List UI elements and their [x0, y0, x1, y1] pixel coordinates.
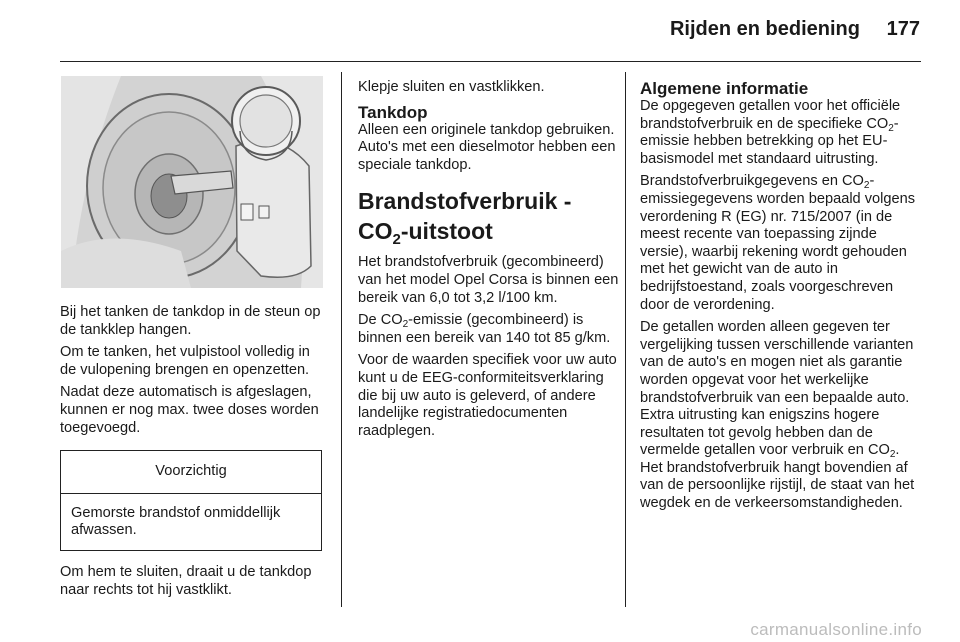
- subscript: 2: [863, 180, 870, 192]
- paragraph: Om hem te sluiten, draait u de tankdop naar rechts tot hij vastklikt.: [60, 563, 312, 598]
- paragraph: Bij het tanken de tankdop in de steun op de tankklep hangen.: [60, 304, 321, 338]
- subscript: 2: [888, 122, 894, 134]
- paragraph: [358, 312, 623, 347]
- heading-text: CO: [358, 218, 393, 245]
- header-rule: [60, 61, 921, 62]
- paragraph: Voor de waarden specifiek voor uw auto kunt u de EEG-conformiteitsverklaring die bij uw auto is geleverd, of andere landelijke registratiedocumenten raadplegen.: [358, 352, 617, 439]
- column-right: [640, 79, 923, 518]
- text: -emissie hebben betrekking op het EU-basismodel met standaard uitrusting.: [640, 115, 899, 167]
- caution-box: [60, 450, 322, 551]
- column-middle: [358, 79, 623, 445]
- subscript: 2: [889, 449, 896, 461]
- paragraph: [640, 173, 923, 314]
- text: De CO: [358, 312, 403, 329]
- paragraph: Nadat deze automatisch is afgeslagen, kunnen er nog max. twee doses worden toegevoegd.: [60, 384, 319, 436]
- fuel-cap-drawing: [61, 76, 323, 288]
- heading-text: Brandstofverbruik -: [358, 188, 572, 215]
- text: Brandstofverbruikgegevens en CO: [640, 173, 864, 190]
- fuel-cap-illustration: [61, 76, 323, 288]
- section-heading-brandstofverbruik: [358, 186, 623, 249]
- caution-text: Gemorste brandstof onmiddellijk afwassen.: [71, 504, 281, 539]
- text: -emissiegegevens worden bepaald volgens verordening R (EG) nr. 715/2007 (in de meest recente van toepassing zijnde versie), waarbij rekening wordt gehouden met het gewicht van de auto in bedrijfstoestand, zoals voorgeschreven door de verordening.: [640, 173, 916, 313]
- page-number: 177: [886, 18, 920, 40]
- paragraph: Alleen een originele tankdop gebruiken. Auto's met een dieselmotor hebben een speciale tankdop.: [358, 121, 616, 173]
- paragraph: Het brandstofverbruik (gecombineerd) van het model Opel Corsa is binnen een bereik van 6,0 tot 3,2 l/100 km.: [358, 254, 619, 306]
- text: De getallen worden alleen gegeven ter vergelijking tussen verschillende varianten van de auto's en mogen niet als garantie worden opgevat voor het werkelijke brandstofverbruik van een bepaalde auto. Extra uitrusting kan enigszins hogere resultaten tot gevolg hebben dan de vermelde getallen voor verbruik en CO: [640, 319, 914, 459]
- column-divider-right: [625, 72, 626, 607]
- running-header-title: Rijden en bediening: [669, 18, 860, 40]
- paragraph: [640, 98, 923, 168]
- text: De opgegeven getallen voor het officiële brandstofverbruik en de specifieke CO: [640, 98, 901, 132]
- subscript: 2: [392, 231, 401, 249]
- subscript: 2: [402, 319, 409, 331]
- text: . Het brandstofverbruik hangt bovendien af van de persoonlijke rijstijl, de staat van het wegdek en de verkeersomstandigheden.: [640, 442, 915, 512]
- paragraph: Klepje sluiten en vastklikken.: [358, 79, 545, 95]
- section-heading-tankdop: Tankdop: [358, 102, 428, 122]
- caution-title: Voorzichtig: [61, 451, 321, 494]
- column-left: [60, 304, 326, 604]
- column-divider-left: [341, 72, 342, 607]
- text: -emissie (gecombineerd) is binnen een bereik van 140 tot 85 g/km.: [358, 312, 611, 346]
- paragraph: [640, 319, 923, 513]
- paragraph: Om te tanken, het vulpistool volledig in de vulopening brengen en openzetten.: [60, 344, 310, 378]
- section-heading-algemene-informatie: Algemene informatie: [640, 79, 809, 98]
- watermark: carmanualsonline.info: [750, 620, 922, 639]
- heading-text: -uitstoot: [400, 218, 493, 245]
